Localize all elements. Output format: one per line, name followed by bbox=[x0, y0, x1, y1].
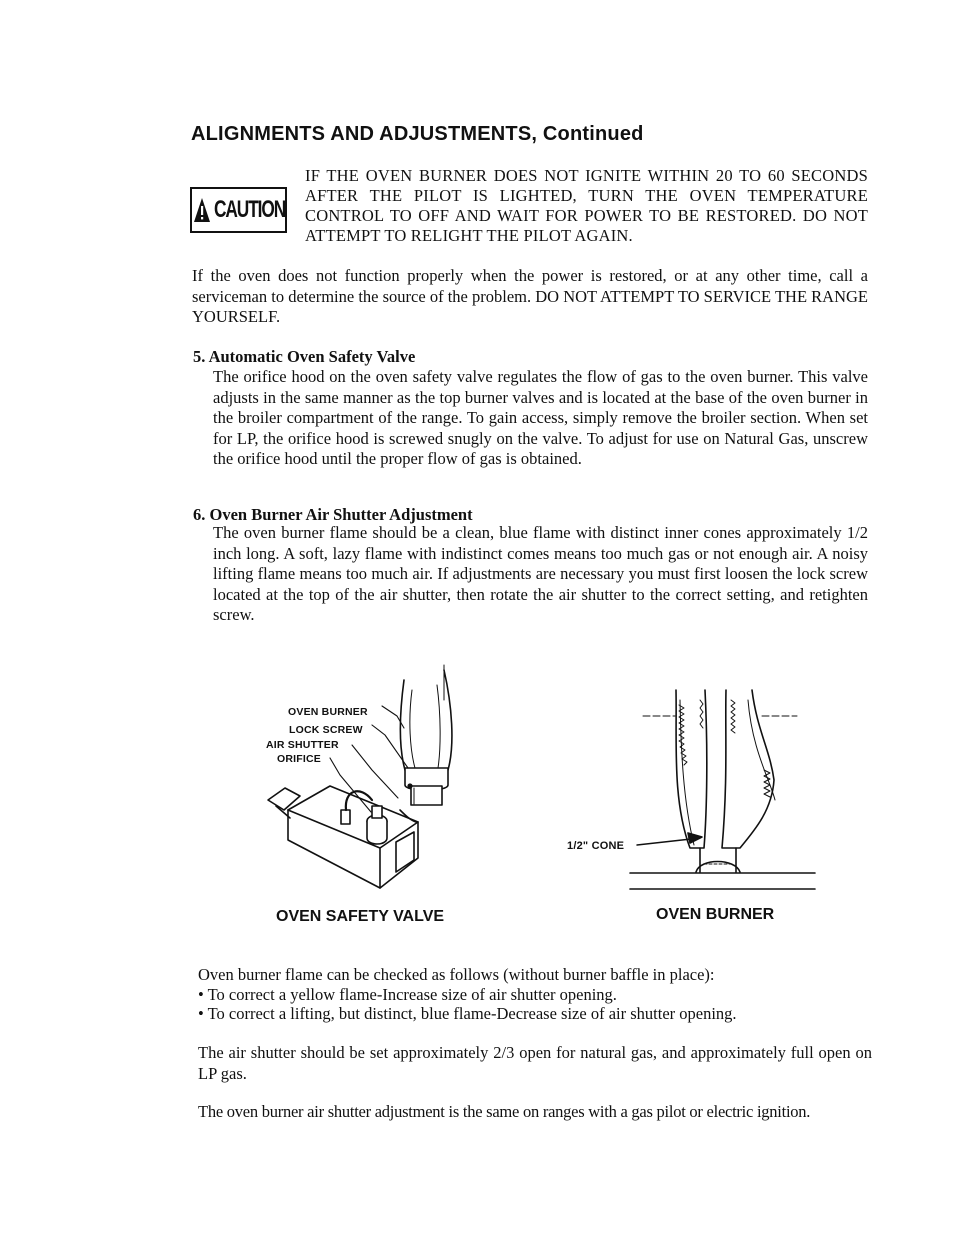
caution-text: IF THE OVEN BURNER DOES NOT IGNITE WITHIN 20 TO 60 SECONDS AFTER THE PILOT IS LIGHTED, TURN THE OVEN TEMPERATURE CONTROL TO OFF AND WAIT FOR POWER TO BE RESTORED. DO NOT ATTEMPT TO RELIGHT THE PILOT AGAIN. bbox=[305, 166, 868, 245]
figure-caption-oven-burner: OVEN BURNER bbox=[656, 906, 775, 923]
list-item: • To correct a lifting, but distinct, blue flame-Decrease size of air shutter opening. bbox=[198, 1004, 737, 1023]
list-item: • To correct a yellow flame-Increase size of air shutter opening. bbox=[198, 985, 617, 1004]
section-body-air-shutter: The oven burner flame should be a clean, blue flame with distinct inner cones approximately 1/2 inch long. A soft, lazy flame with indistinct comes means too much gas or not enough air. A noisy lifting flame means too much air. If adjustments are necessary you must first loosen the lock screw located at the top of the air shutter, then rotate the air shutter to the correct setting, and retighten screw. bbox=[213, 523, 868, 624]
callout-oven-burner: OVEN BURNER bbox=[288, 706, 368, 718]
flame-check-intro: Oven burner flame can be checked as follows (without burner baffle in place): bbox=[198, 965, 715, 984]
oven-safety-valve-illustration bbox=[230, 660, 470, 895]
warning-triangle-icon bbox=[193, 197, 211, 223]
oven-burner-flame-illustration bbox=[560, 680, 820, 895]
caution-label: CAUTION bbox=[214, 196, 286, 223]
callout-orifice: ORIFICE bbox=[277, 753, 321, 765]
ignition-note: The oven burner air shutter adjustment is the same on ranges with a gas pilot or electric ignition. bbox=[198, 1102, 811, 1121]
air-shutter-setting-paragraph: The air shutter should be set approximately 2/3 open for natural gas, and approximately full open on LP gas. bbox=[198, 1043, 872, 1083]
figure-caption-safety-valve: OVEN SAFETY VALVE bbox=[276, 908, 445, 925]
callout-lock-screw: LOCK SCREW bbox=[289, 724, 363, 736]
callout-air-shutter: AIR SHUTTER bbox=[266, 739, 339, 751]
section-heading-safety-valve: 5. Automatic Oven Safety Valve bbox=[193, 347, 416, 366]
section-heading-air-shutter: 6. Oven Burner Air Shutter Adjustment bbox=[193, 505, 473, 524]
section-body-safety-valve: The orifice hood on the oven safety valve regulates the flow of gas to the oven burner. This valve adjusts in the same manner as the top burner valves and is located at the base of the oven burner in the broiler compartment of the range. To gain access, simply remove the broiler section. When set for LP, the orifice hood is screwed snugly on the valve. To adjust for use on Natural Gas, unscrew the orifice hood until the proper flow of gas is obtained. bbox=[213, 367, 868, 468]
caution-badge bbox=[190, 187, 287, 233]
page-title: ALIGNMENTS AND ADJUSTMENTS, Continued bbox=[191, 123, 644, 145]
intro-paragraph: If the oven does not function properly when the power is restored, or at any other time, call a serviceman to determine the source of the problem. DO NOT ATTEMPT TO SERVICE THE RANGE YOURSELF. bbox=[192, 266, 868, 326]
callout-half-inch-cone: 1/2" CONE bbox=[567, 840, 625, 852]
